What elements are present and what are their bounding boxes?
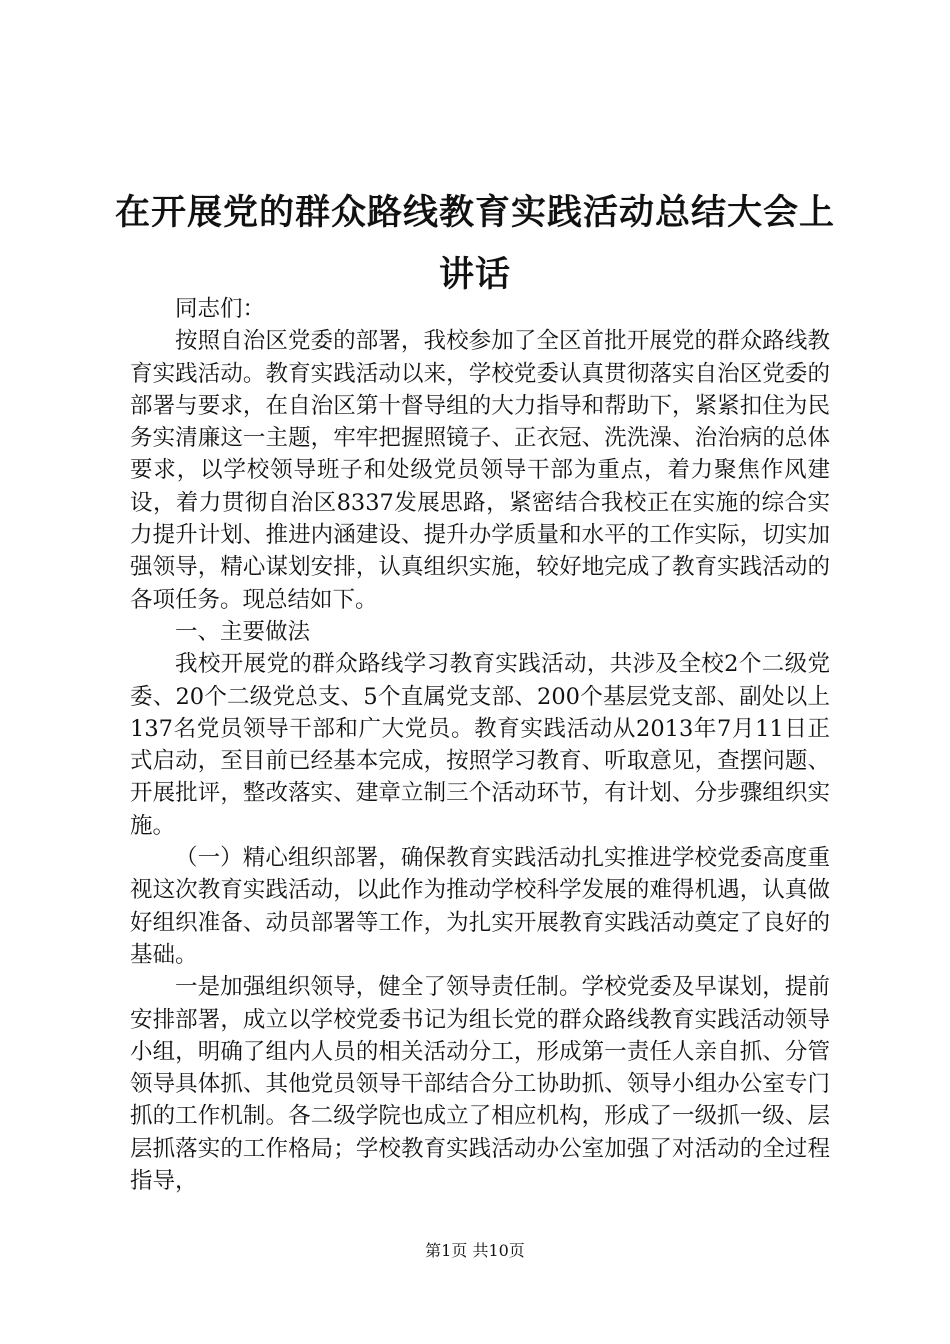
document-title: 在开展党的群众路线教育实践活动总结大会上讲话 [114, 193, 835, 295]
page-number-footer: 第1页 共10页 [425, 1241, 525, 1260]
section-heading-main-methods: 一、主要做法 [175, 618, 311, 645]
paragraph-overview: 我校开展党的群众路线学习教育实践活动，共涉及全校2个二级党委、20个二级党总支、5个直属党支部、200个基层党支部、副处以上137名党员领导干部和广大党员。教育实践活动从2013年7月11日正式启动，至目前已经基本完成，按照学习教育、听取意见，查摆问题、开展批评，整改落实、建章立制三个活动环节，有计划、分步骤组织实施。 [130, 651, 830, 839]
paragraph-subsection-one: （一）精心组织部署，确保教育实践活动扎实推进学校党委高度重视这次教育实践活动，以此作为推动学校科学发展的难得机遇，认真做好组织准备、动员部署等工作，为扎实开展教育实践活动奠定了良好的基础。 [130, 845, 830, 968]
salutation: 同志们： [175, 296, 266, 322]
document-body [130, 293, 830, 1197]
paragraph-point-one: 一是加强组织领导，健全了领导责任制。学校党委及早谋划，提前安排部署，成立以学校党委书记为组长党的群众路线教育实践活动领导小组，明确了组内人员的相关活动分工，形成第一责任人亲自抓、分管领导具体抓、其他党员领导干部结合分工协助抓、领导小组办公室专门抓的工作机制。各二级学院也成立了相应机构，形成了一级抓一级、层层抓落实的工作格局；学校教育实践活动办公室加强了对活动的全过程指导， [130, 974, 830, 1195]
paragraph-intro: 按照自治区党委的部署，我校参加了全区首批开展党的群众路线教育实践活动。教育实践活动以来，学校党委认真贯彻落实自治区党委的部署与要求，在自治区第十督导组的大力指导和帮助下，紧紧扣住为民务实清廉这一主题，牢牢把握照镜子、正衣冠、洗洗澡、治治病的总体要求，以学校领导班子和处级党员领导干部为重点，着力聚焦作风建设，着力贯彻自治区8337发展思路，紧密结合我校正在实施的综合实力提升计划、推进内涵建设、提升办学质量和水平的工作实际，切实加强领导，精心谋划安排，认真组织实施，较好地完成了教育实践活动的各项任务。现总结如下。 [130, 328, 830, 613]
